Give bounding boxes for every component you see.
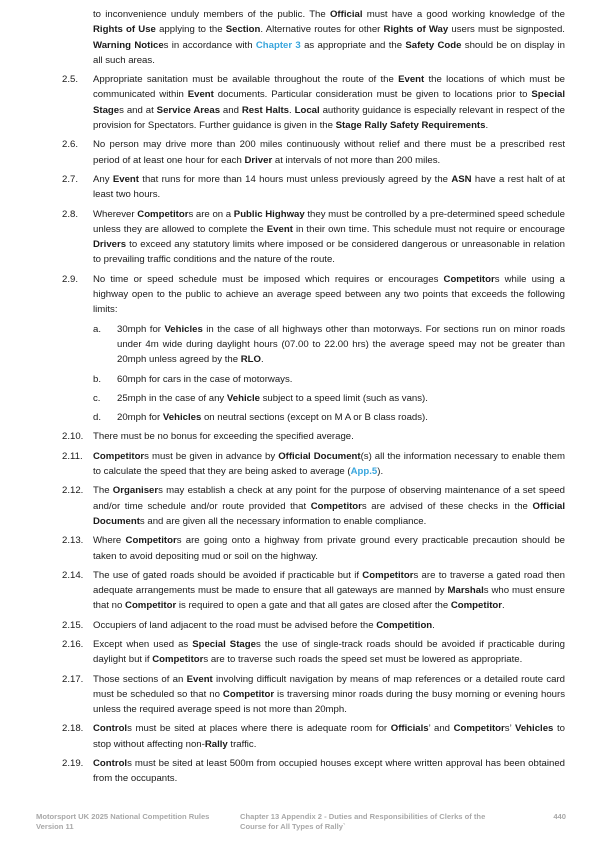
rule-number: 2.15. (62, 619, 84, 631)
defined-term: Official Document (93, 500, 566, 527)
defined-term: Special Stage (93, 89, 565, 116)
rule-number: 2.9. (62, 273, 79, 285)
rule-text: Competitors must be given in advance by Official Document(s) all the information necessary to enable them to calculate the speed that they are being asked to average (App.5). (93, 450, 565, 478)
defined-term: Vehicle (226, 392, 260, 404)
defined-term: Event (187, 89, 214, 101)
defined-term: Local (294, 104, 320, 116)
defined-term: Event (112, 173, 139, 185)
defined-term: Competition (376, 619, 433, 631)
rule-text: Wherever Competitors are on a Public Highway they must be controlled by a pre-determined speed schedule unless they are allowed to complete the Event in their own time. This schedule must not require or encourage Drivers to exceed any statutory limits where imposed or be considered dangerous or unreasonable in relation to prevailing traffic conditions and the nature of the route. (93, 208, 565, 266)
defined-term: Rights of Use (93, 24, 156, 36)
defined-term: Competitor (125, 600, 177, 612)
defined-term: Stage Rally Safety Requirements (335, 120, 486, 132)
defined-term: Competitor (125, 535, 177, 547)
sublist-letter: b. (93, 373, 102, 385)
rule-text: The use of gated roads should be avoided if practicable but if Competitors are to traverse a gated road then adequate arrangements must be made to ensure that all gateways are manned by Marshals who must ensure that no Competitor is required to open a gate and that all gates are closed after the Competitor. (93, 569, 565, 612)
rule-text: The Organisers may establish a check at any point for the purpose of observing maintenance of a set speed and/or time schedule and/or route provided that Competitors are advised of these checks in the Official Documents and are given all the necessary information to enable compliance. (93, 485, 566, 527)
rule-item (62, 618, 565, 633)
rule-number: 2.18. (62, 723, 84, 735)
sublist-item (93, 372, 565, 387)
rule-text: No time or speed schedule must be imposed which requires or encourages Competitors while using a highway open to the public to achieve an average speed between any two points that exceeds the following limits: (93, 273, 565, 316)
defined-term: Warning Notice (93, 39, 164, 51)
rule-item (62, 568, 565, 614)
defined-term: RLO (240, 354, 262, 366)
defined-term: Competitor (453, 723, 505, 735)
defined-term: Driver (244, 154, 273, 166)
rule-number: 2.13. (62, 535, 84, 547)
defined-term: Event (266, 223, 293, 235)
defined-term: Section (225, 24, 261, 36)
sublist-text: 20mph for Vehicles on neutral sections (except on M A or B class roads). (117, 412, 428, 424)
rule-number: 2.10. (62, 431, 84, 443)
defined-term: Competitor (450, 600, 503, 612)
rule-text: No person may drive more than 200 miles continuously without relief and there must be a prescribed rest period of at least one hour for each Driver at intervals of not more than 200 miles. (93, 139, 565, 166)
rule-text: Where Competitors are going onto a highway from private ground every practicable precaution should be taken to avoid depositing mud or soil on the highway. (93, 535, 565, 562)
defined-term: Special Stage (192, 638, 256, 650)
defined-term: Drivers (93, 239, 127, 251)
rule-item (62, 483, 565, 529)
defined-term: Competitor (362, 569, 414, 581)
defined-term: Safety Code (405, 39, 462, 51)
defined-term: Official (329, 9, 363, 20)
sublist-text: 25mph in the case of any Vehicle subject to a speed limit (such as vans). (117, 392, 428, 404)
rule-number: 2.17. (62, 673, 84, 685)
rule-number: 2.7. (62, 173, 79, 185)
footer-chapter (240, 812, 520, 832)
defined-term: Vehicles (514, 723, 554, 735)
defined-term: Event (398, 74, 425, 86)
defined-term: Event (186, 673, 213, 685)
defined-term: Public Highway (233, 208, 305, 220)
defined-term: Competitor (93, 450, 145, 462)
defined-term: Marshal (447, 585, 484, 597)
footer-chapter-line1: Chapter 13 Appendix 2 - Duties and Responsibilities of Clerks of the (240, 812, 486, 821)
rule-number: 2.16. (62, 638, 84, 650)
rule-text: Occupiers of land adjacent to the road must be advised before the Competition. (93, 619, 435, 631)
defined-term: Vehicles (162, 412, 202, 424)
rule-number: 2.12. (62, 485, 84, 497)
sublist-letter: c. (93, 392, 101, 404)
rule-item (62, 207, 565, 268)
rule-number: 2.14. (62, 569, 84, 581)
defined-term: Competitor (137, 208, 189, 220)
sublist-item (93, 391, 565, 406)
rule-text: Except when used as Special Stages the use of single-track roads should be avoided if practicable during daylight but if Competitors are to traverse such roads the speed set must be lowered as appropriate. (93, 638, 565, 666)
rule-item (62, 449, 565, 480)
sublist-text: 30mph for Vehicles in the case of all highways other than motorways. For sections run on minor roads under 4m wide during daylight hours (07.00 to 22.00 hrs) the average speed may not be greater than 20mph unless agreed by the RLO. (117, 323, 565, 366)
rule-text: Controls must be sited at least 500m from occupied houses except where written approval has been obtained from the occupants. (93, 758, 565, 785)
defined-term: Rest Halts (241, 104, 290, 116)
rule-item (62, 721, 565, 752)
defined-term: Control (93, 758, 128, 770)
defined-term: Official Document (278, 450, 361, 462)
rule-item (62, 756, 565, 787)
rule-item (62, 637, 565, 668)
document-body (62, 7, 565, 791)
rule-number: 2.6. (62, 139, 79, 151)
rule-number: 2.19. (62, 758, 84, 770)
page-number: 440 (553, 812, 566, 821)
sublist-letter: a. (93, 323, 102, 335)
rules-list (62, 72, 565, 786)
rule-number: 2.11. (62, 450, 83, 462)
sublist-letter: d. (93, 412, 102, 424)
footer-title (36, 812, 236, 832)
defined-term: Control (93, 723, 128, 735)
rule-item (62, 137, 565, 168)
defined-term: ASN (451, 173, 472, 185)
rule-number: 2.8. (62, 208, 79, 220)
rule-item (62, 172, 565, 203)
cross-reference-link[interactable]: App.5 (350, 466, 378, 478)
rule-item (62, 72, 565, 133)
defined-term: Rights of Way (383, 24, 449, 36)
defined-term: Competitor (222, 688, 275, 700)
rule-number: 2.5. (62, 74, 79, 86)
defined-term: Organiser (112, 485, 159, 497)
speed-limits-sublist (62, 322, 565, 426)
intro-paragraph: to inconvenience unduly members of the public. The Official must have a good working knowledge of the Rights of Use applying to the Section. Alternative routes for other Rights of Way users must be signposted. Warning Notices in accordance with Chapter 3 as appropriate and the Safety Code should be on display in all such areas. (93, 9, 566, 66)
defined-term: Competitor (310, 500, 362, 512)
footer-chapter-line2: Course for All Types of Rally` (240, 822, 346, 831)
defined-term: Rally (204, 738, 228, 750)
rule-text: Controls must be sited at places where there is adequate room for Officials’ and Competitors’ Vehicles to stop without affecting non-Rally traffic. (93, 723, 565, 750)
cross-reference-link[interactable]: Chapter 3 (255, 39, 301, 51)
footer-title-line1: Motorsport UK 2025 National Competition Rules (36, 812, 210, 821)
sublist-item (93, 322, 565, 368)
defined-term: Vehicles (164, 323, 203, 335)
footer-version: Version 11 (36, 822, 74, 831)
rule-item (62, 272, 565, 318)
rule-item (62, 429, 565, 444)
rule-text: Those sections of an Event involving difficult navigation by means of map references or a detailed route card must be scheduled so that no Competitor is traversing minor roads during the busy morning or evening hours unless the required average speed is not more than 20mph. (93, 673, 565, 716)
defined-term: Competitor (443, 273, 495, 285)
defined-term: Competitor (152, 654, 204, 666)
rule-text: Any Event that runs for more than 14 hours must unless previously agreed by the ASN have a rest halt of at least two hours. (93, 173, 565, 201)
rule-item (62, 672, 565, 718)
rule-item (62, 533, 565, 564)
defined-term: Officials (390, 723, 429, 735)
rule-text: Appropriate sanitation must be available throughout the route of the Event the locations of which must be communicated within Event documents. Particular consideration must be given to locations prior to Special Stages and at Service Areas and Rest Halts. Local authority guidance is especially relevant in respect of the provision for Spectators. Further guidance is given in the Stage Rally Safety Requirements. (93, 74, 566, 132)
sublist-text: 60mph for cars in the case of motorways. (117, 373, 293, 385)
rule-text: There must be no bonus for exceeding the specified average. (93, 431, 354, 443)
defined-term: Service Areas (156, 104, 221, 116)
sublist-item (93, 410, 565, 425)
